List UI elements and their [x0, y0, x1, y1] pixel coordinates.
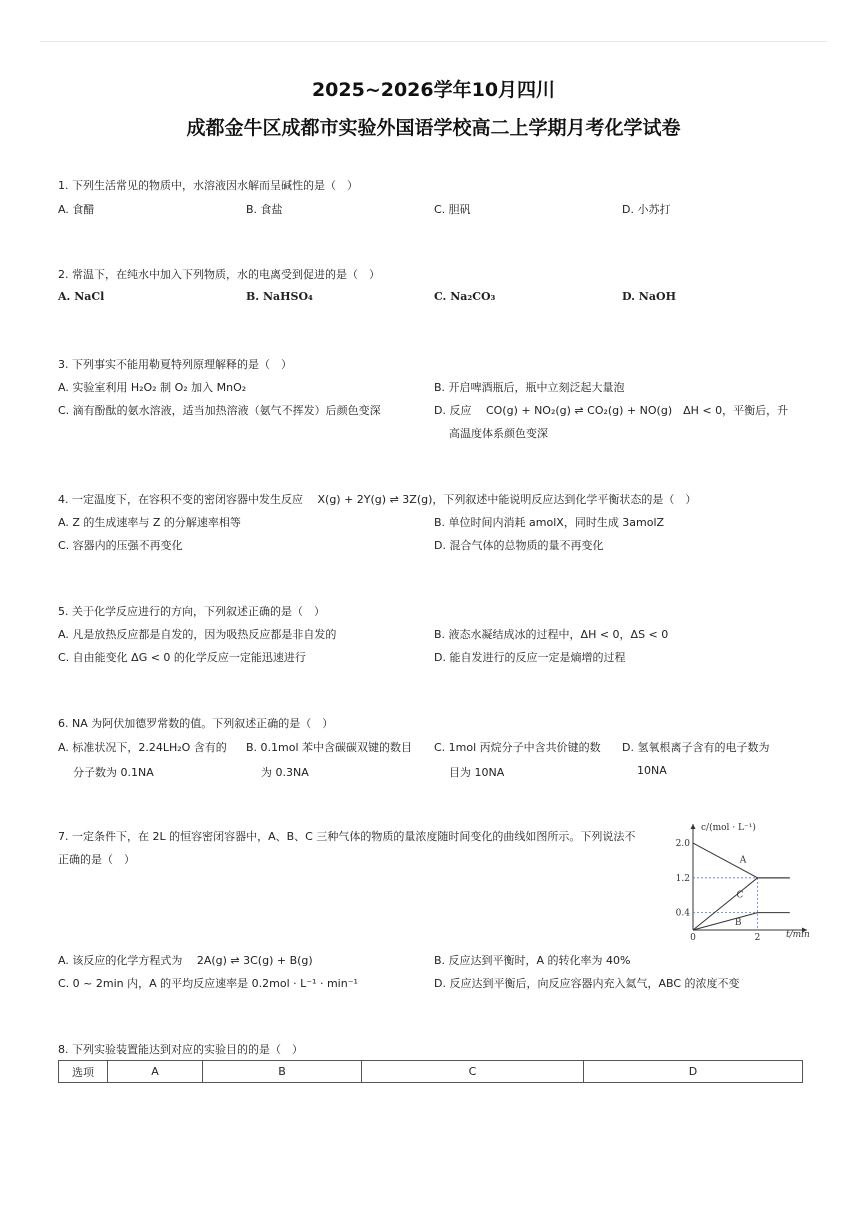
question-stem: 8. 下列实验装置能达到对应的实验目的的是（ ） — [58, 1043, 303, 1056]
option-a: A. 该反应的化学方程式为 2A(g) ⇌ 3C(g) + B(g) — [58, 954, 313, 967]
option-a: A. 实验室利用 H₂O₂ 制 O₂ 加入 MnO₂ — [58, 381, 247, 394]
option-d: D. 小苏打 — [622, 203, 671, 216]
option-d-line1: D. 氢氧根离子含有的电子数为 — [622, 741, 770, 754]
option-c: C. 容器内的压强不再变化 — [58, 539, 183, 552]
option-c: C. 滴有酚酞的氨水溶液，适当加热溶液（氨气不挥发）后颜色变深 — [58, 404, 381, 417]
question-stem: 1. 下列生活常见的物质中，水溶液因水解而呈碱性的是（ ） — [58, 179, 358, 192]
option-d — [622, 739, 769, 777]
option-a: A. 食醋 — [58, 203, 95, 216]
option-a: A. NaCl — [58, 290, 105, 303]
option-c — [434, 739, 601, 780]
option-b: B. 开启啤酒瓶后，瓶中立刻泛起大量泡 — [434, 381, 625, 394]
option-d: D. NaOH — [622, 290, 676, 303]
option-a — [58, 739, 227, 780]
option-a-line2: 分子数为 0.1NA — [73, 766, 154, 779]
table-header-cell: D — [584, 1061, 803, 1083]
option-c: C. 0 ~ 2min 内，A 的平均反应速率是 0.2mol · L⁻¹ · min⁻¹ — [58, 977, 358, 990]
option-b-line1: B. 0.1mol 苯中含碳碳双键的数目 — [246, 741, 413, 754]
table-header-cell: C — [362, 1061, 584, 1083]
option-c: C. Na₂CO₃ — [434, 290, 496, 303]
option-c-line1: C. 1mol 丙烷分子中含共价键的数 — [434, 741, 601, 754]
option-d: D. 能自发进行的反应一定是熵增的过程 — [434, 651, 626, 664]
x-axis-label: t/min — [786, 930, 810, 940]
table-header-cell: A — [108, 1061, 203, 1083]
option-d-continued: 高温度体系颜色变深 — [449, 427, 548, 440]
series-line-b — [693, 913, 758, 930]
option-c: C. 胆矾 — [434, 203, 471, 216]
series-line-a — [693, 843, 758, 878]
option-c-line2: 目为 10NA — [449, 766, 505, 779]
table-header-cell: B — [203, 1061, 362, 1083]
option-d: D. 混合气体的总物质的量不再变化 — [434, 539, 604, 552]
question-stem: 4. 一定温度下，在容积不变的密闭容器中发生反应 X(g) + 2Y(g) ⇌ 3Z(g)，下列叙述中能说明反应达到化学平衡状态的是（ ） — [58, 493, 697, 506]
question-stem: 7. 一定条件下，在 2L 的恒容密闭容器中，A、B、C 三种气体的物质的量浓度随时间变化的曲线如图所示。下列说法不 — [58, 830, 636, 843]
option-d: D. 反应达到平衡后，向反应容器内充入氦气，ABC 的浓度不变 — [434, 977, 740, 990]
option-a: A. Z 的生成速率与 Z 的分解速率相等 — [58, 516, 241, 529]
question-stem: 2. 常温下，在纯水中加入下列物质，水的电离受到促进的是（ ） — [58, 268, 380, 281]
option-d: D. 反应 CO(g) + NO₂(g) ⇌ CO₂(g) + NO(g) ΔH < 0，平衡后，升 — [434, 404, 789, 417]
y-axis-label: c/(mol · L⁻¹) — [701, 823, 756, 833]
question-stem: 6. NA 为阿伏加德罗常数的值。下列叙述正确的是（ ） — [58, 717, 334, 730]
y-axis-arrow — [691, 824, 696, 829]
y-tick-label: 2.0 — [676, 839, 690, 850]
option-b: B. 液态水凝结成冰的过程中，ΔH < 0，ΔS < 0 — [434, 628, 669, 641]
question-stem: 5. 关于化学反应进行的方向，下列叙述正确的是（ ） — [58, 605, 325, 618]
question-stem-continued: 正确的是（ ） — [58, 853, 135, 866]
option-b: B. 食盐 — [246, 203, 283, 216]
experiment-table — [58, 1060, 803, 1083]
curve-label-b: B — [734, 917, 742, 928]
option-b-line2: 为 0.3NA — [261, 766, 309, 779]
exam-title-line2: 成都金牛区成都市实验外国语学校高二上学期月考化学试卷 — [186, 117, 681, 139]
option-b: B. 反应达到平衡时，A 的转化率为 40% — [434, 954, 631, 967]
option-c: C. 自由能变化 ΔG < 0 的化学反应一定能迅速进行 — [58, 651, 306, 664]
option-b — [246, 739, 412, 780]
x-tick-label: 2 — [754, 933, 761, 943]
table-row — [59, 1061, 803, 1083]
curve-label-a: A — [739, 855, 747, 866]
concentration-time-graph — [676, 818, 816, 944]
option-a-line1: A. 标准状况下，2.24LH₂O 含有的 — [58, 741, 227, 754]
top-divider — [40, 41, 827, 42]
y-tick-label: 1.2 — [676, 873, 690, 884]
option-a: A. 凡是放热反应都是自发的，因为吸热反应都是非自发的 — [58, 628, 337, 641]
y-tick-label: 0.4 — [676, 908, 690, 919]
option-b: B. NaHSO₄ — [246, 290, 313, 303]
series-line-c — [693, 878, 758, 930]
option-d-line2: 10NA — [637, 764, 667, 777]
x-tick-label: 0 — [690, 933, 696, 943]
question-stem: 3. 下列事实不能用勒夏特列原理解释的是（ ） — [58, 358, 292, 371]
curve-label-c: C — [736, 890, 744, 901]
exam-title-line1: 2025~2026学年10月四川 — [311, 79, 556, 101]
option-b: B. 单位时间内消耗 amolX，同时生成 3amolZ — [434, 516, 665, 529]
table-header-cell: 选项 — [59, 1061, 108, 1083]
